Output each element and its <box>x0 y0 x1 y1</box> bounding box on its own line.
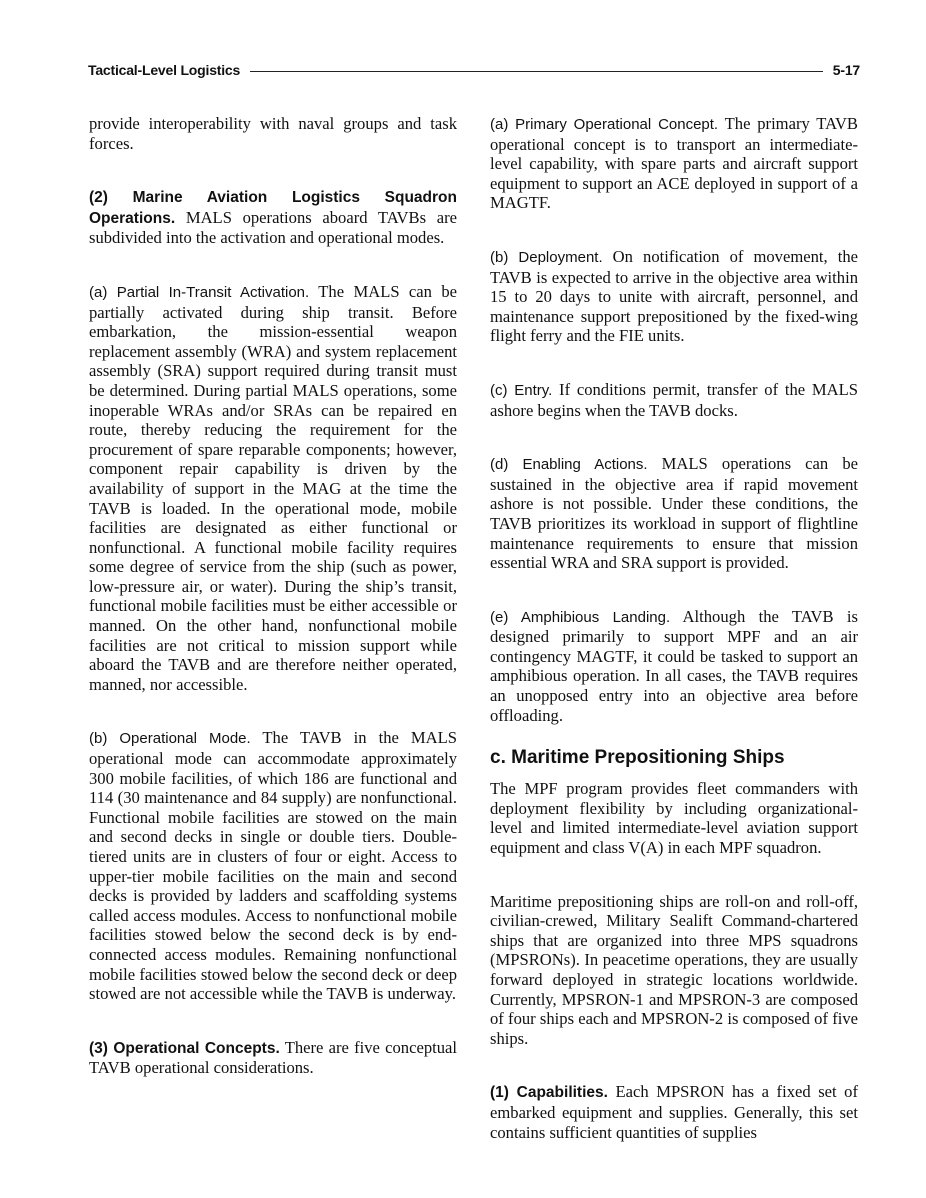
paragraph-heading: (b) Operational Mode. <box>89 730 251 748</box>
header-title: Tactical-Level Logistics <box>88 62 241 78</box>
paragraph-operational-concepts: (3) Operational Concepts. There are five conceptual TAVB operational considerations. <box>89 1037 457 1078</box>
paragraph-operational-mode: (b) Operational Mode. The TAVB in the MALS operational mode can accommodate approximately 300 mobile facilities, of which 186 are functional and 114 (30 maintenance and 84 supply) are nonfunctional. Functional mobile facilities are stowed on the main and second decks in single or double tiers. Double-tiered units are in clusters of four or eight. Access to upper-tier mobile facilities on the main and second decks is provided by ladders and scaffolding systems called access modules. Access to nonfunctional mobile facilities stowed below the second deck is by end-connected access modules. Remaining nonfunctional mobile facilities stowed below the second deck or deep stowed are not accessible while the TAVB is underway. <box>89 728 457 1004</box>
paragraph-enabling-actions: (d) Enabling Actions. MALS operations can be sustained in the objective area if rapid movement ashore is not possible. Under these conditions, the TAVB prioritizes its workload in support of flightline maintenance requirements to ensure that mission essential WRA and SRA support is provided. <box>490 454 858 573</box>
paragraph-capabilities: (1) Capabilities. Each MPSRON has a fixed set of embarked equipment and supplies. Generally, this set contains sufficient quantities of supplies <box>490 1082 858 1142</box>
paragraph-heading: (e) Amphibious Landing. <box>490 608 671 626</box>
paragraph-heading: (d) Enabling Actions. <box>490 456 648 474</box>
paragraph-mpf-program: The MPF program provides fleet commanders with deployment flexibility by including organizational-level and limited intermediate-level aviation support equipment and class V(A) in each MPF squadron. <box>490 779 858 858</box>
page-number: 5-17 <box>832 62 860 78</box>
paragraph-amphibious-landing: (e) Amphibious Landing. Although the TAVB is designed primarily to support MPF and an air contingency MAGTF, it could be tasked to support an amphibious operation. In all cases, the TAVB requires an unopposed entry into an objective area before offloading. <box>490 606 858 725</box>
paragraph-partial-in-transit: (a) Partial In-Transit Activation. The MALS can be partially activated during ship transit. Before embarkation, the mission-essential weapon replacement assembly (WRA) and system replacement assembly (SRA) support required during transit must be determined. During partial MALS operations, some inoperable WRAs and/or SRAs can be repaired en route, thereby reducing the requirement for the procurement of spare reparable components; however, component repair capability is driven by the availability of support in the MAG at the time the TAVB is loaded. In the operational mode, mobile facilities are designated as either functional or nonfunctional. A functional mobile facility requires some degree of service from the ship (such as power, low-pressure air, or water). During the ship’s transit, functional mobile facilities must be either accessible or manned. On the other hand, nonfunctional mobile facilities are not critical to mission support while aboard the TAVB and are therefore neither operated, manned, nor accessible. <box>89 281 457 694</box>
paragraph-heading: (2) Marine Aviation Logistics Squadron Operations. <box>89 189 457 227</box>
paragraph-mals-operations: (2) Marine Aviation Logistics Squadron Operations. MALS operations aboard TAVBs are subdivided into the activation and operational modes. <box>89 189 457 248</box>
paragraph-heading: (3) Operational Concepts. <box>89 1039 280 1057</box>
running-header <box>88 58 860 82</box>
right-column <box>490 114 858 1142</box>
section-heading: c. Maritime Prepositioning Ships <box>490 747 785 769</box>
paragraph-heading: (a) Primary Operational Concept. <box>490 116 719 133</box>
paragraph-heading: (1) Capabilities. <box>490 1084 608 1102</box>
paragraph-primary-concept: (a) Primary Operational Concept. The primary TAVB operational concept is to transport an intermediate-level capability, with spare parts and aircraft support equipment to support an ACE deployed in support of a MAGTF. <box>490 114 858 213</box>
paragraph-heading: (c) Entry. <box>490 381 553 399</box>
paragraph-continuation: provide interoperability with naval groups and task forces. <box>89 114 457 153</box>
paragraph-mps-description: Maritime prepositioning ships are roll-on and roll-off, civilian-crewed, Military Sealift Command-chartered ships that are organized into three MPS squadrons (MPSRONs). In peacetime operations, they are usually forward deployed in strategic locations worldwide. Currently, MPSRON-1 and MPSRON-3 are composed of four ships each and MPSRON-2 is composed of five ships. <box>490 891 858 1048</box>
paragraph-deployment: (b) Deployment. On notification of movement, the TAVB is expected to arrive in the objective area within 15 to 20 days to unite with aircraft, personnel, and maintenance support prepositioned by the fixed-wing flight ferry and the FIE units. <box>490 246 858 346</box>
header-rule <box>250 71 823 72</box>
left-column <box>89 114 457 1078</box>
paragraph-entry: (c) Entry. If conditions permit, transfer of the MALS ashore begins when the TAVB docks. <box>490 379 858 420</box>
paragraph-heading: (b) Deployment. <box>490 248 603 266</box>
paragraph-heading: (a) Partial In-Transit Activation. <box>89 283 310 301</box>
